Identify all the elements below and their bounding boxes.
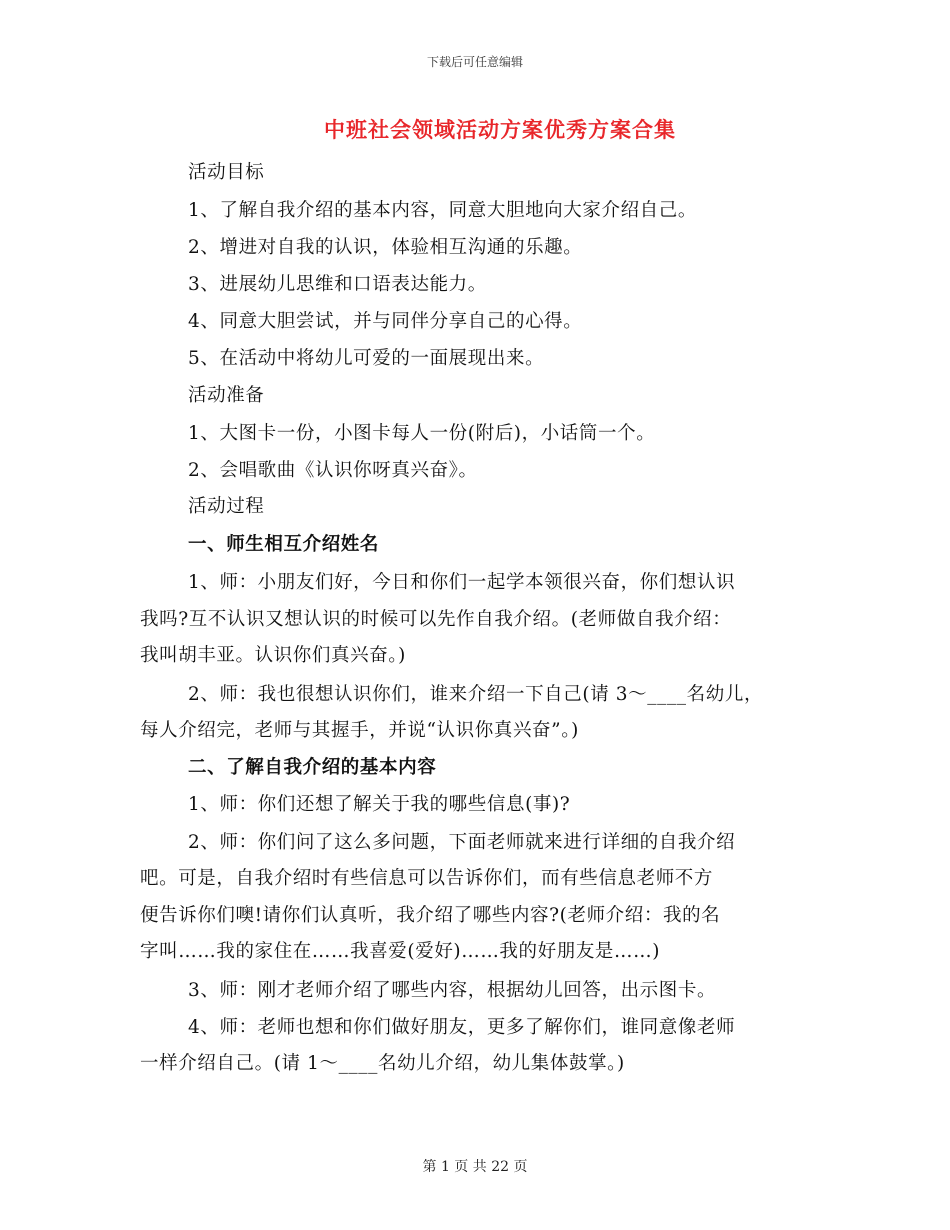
paragraph-line: 2、师：你们问了这么多问题，下面老师就来进行详细的自我介绍: [188, 832, 736, 853]
page-header-note: 下载后可任意编辑: [426, 55, 523, 69]
paragraph-line: 4、师：老师也想和你们做好朋友，更多了解你们，谁同意像老师: [188, 1017, 736, 1038]
goal-item-2: 2、增进对自我的认识，体验相互沟通的乐趣。: [188, 237, 583, 258]
goal-item-4: 4、同意大胆尝试，并与同伴分享自己的心得。: [188, 311, 583, 332]
preparation-item-2: 2、会唱歌曲《认识你呀真兴奋》。: [188, 460, 478, 481]
paragraph-line: 一样介绍自己。(请 1～____名幼儿介绍，幼儿集体鼓掌。): [140, 1053, 625, 1074]
preparation-item-1: 1、大图卡一份，小图卡每人一份(附后)，小话筒一个。: [188, 423, 656, 444]
paragraph-line: 我叫胡丰亚。认识你们真兴奋。): [140, 645, 406, 666]
document-title: 中班社会领域活动方案优秀方案合集: [324, 117, 676, 142]
section-heading-process: 活动过程: [188, 496, 265, 517]
subheading-self-intro-content: 二、了解自我介绍的基本内容: [188, 757, 437, 778]
paragraph-line: 每人介绍完，老师与其握手，并说“认识你真兴奋”。): [140, 720, 579, 741]
paragraph-line: 吧。可是，自我介绍时有些信息可以告诉你们，而有些信息老师不方: [140, 868, 714, 889]
goal-item-3: 3、进展幼儿思维和口语表达能力。: [188, 274, 487, 295]
paragraph-line: 1、师：小朋友们好，今日和你们一起学本领很兴奋，你们想认识: [188, 572, 736, 593]
section-heading-goals: 活动目标: [188, 162, 265, 183]
paragraph-line: 2、师：我也很想认识你们，谁来介绍一下自己(请 3～____名幼儿，: [188, 684, 764, 705]
paragraph-line: 字叫……我的家住在……我喜爱(爱好)……我的好朋友是……): [140, 941, 661, 962]
paragraph-line: 1、师：你们还想了解关于我的哪些信息(事)?: [188, 794, 571, 815]
paragraph-line: 3、师：刚才老师介绍了哪些内容，根据幼儿回答，出示图卡。: [188, 980, 717, 1001]
subheading-introduce-names: 一、师生相互介绍姓名: [188, 534, 380, 555]
section-heading-preparation: 活动准备: [188, 385, 265, 406]
paragraph-line: 我吗?互不认识又想认识的时候可以先作自我介绍。(老师做自我介绍：: [140, 609, 732, 630]
paragraph-line: 便告诉你们噢!请你们认真听，我介绍了哪些内容?(老师介绍：我的名: [140, 905, 721, 926]
page-number-footer: 第 1 页 共 22 页: [422, 1159, 528, 1175]
goal-item-5: 5、在活动中将幼儿可爱的一面展现出来。: [188, 348, 545, 369]
goal-item-1: 1、了解自我介绍的基本内容，同意大胆地向大家介绍自己。: [188, 200, 697, 221]
